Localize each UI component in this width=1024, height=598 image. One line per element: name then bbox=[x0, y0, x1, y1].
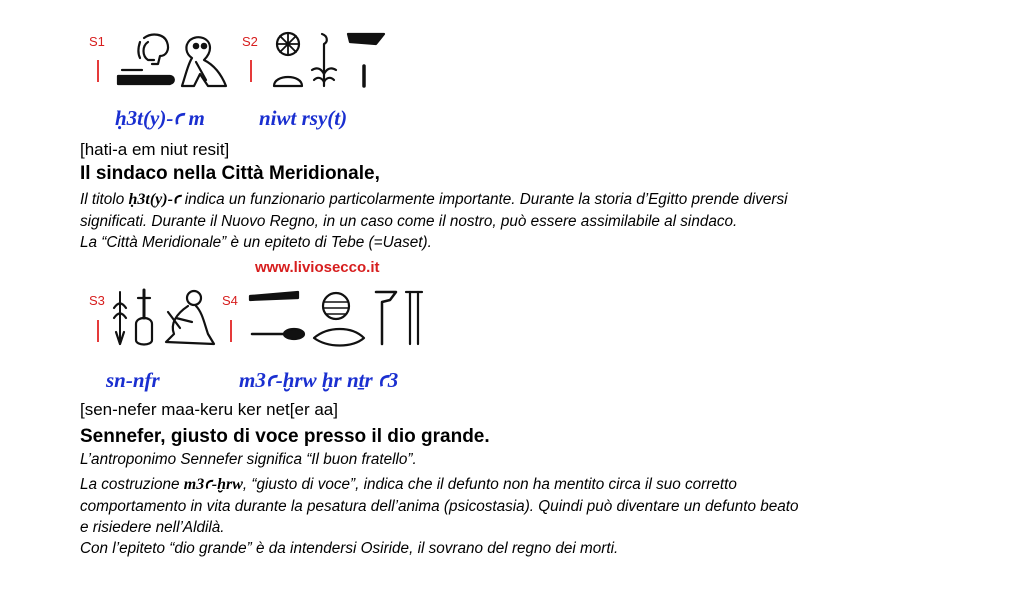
note-2-line-2-post: , “giusto di voce”, indica che il defunto non ha mentito circa il suo corretto bbox=[242, 476, 737, 493]
segment-marker-s4 bbox=[230, 320, 232, 342]
segment-marker-s2 bbox=[250, 60, 252, 82]
note-2-line-5: Con l’epiteto “dio grande” è da intendersi Osiride, il sovrano del regno dei morti. bbox=[80, 540, 619, 557]
pronunciation-1: [hati-a em niut resit] bbox=[80, 140, 230, 159]
segment-marker-s1 bbox=[97, 60, 99, 82]
note-2-term: m3ꜥ-ḫrw bbox=[183, 476, 243, 493]
pronunciation-2: [sen-nefer maa-keru ker net[er aa] bbox=[80, 400, 338, 419]
transliteration-s4: m3ꜥ-ḫrw ḫr nṯr ꜥ3 bbox=[239, 368, 399, 392]
note-1-line-3: La “Città Meridionale” è un epiteto di Tebe (=Uaset). bbox=[80, 234, 432, 251]
hieroglyph-brother-icon bbox=[110, 288, 220, 350]
translation-2: Sennefer, giusto di voce presso il dio grande. bbox=[80, 426, 490, 447]
transliteration-s2: niwt rsy(t) bbox=[259, 106, 348, 130]
hieroglyph-lion-forepart-icon bbox=[112, 30, 237, 90]
note-2-line-4: e risiedere nell’Aldilà. bbox=[80, 519, 225, 536]
note-1-line-2: significati. Durante il Nuovo Regno, in un caso come il nostro, può essere assimilabile al sindaco. bbox=[80, 213, 738, 230]
website-link[interactable]: www.liviosecco.it bbox=[255, 259, 380, 276]
hieroglyph-justified-icon bbox=[246, 288, 426, 350]
segment-marker-s3 bbox=[97, 320, 99, 342]
translation-1: Il sindaco nella Città Meridionale, bbox=[80, 163, 380, 184]
segment-label-s4: S4 bbox=[222, 293, 238, 308]
segment-label-s1: S1 bbox=[89, 34, 105, 49]
note-1-line-1-post: indica un funzionario particolarmente importante. Durante la storia d’Egitto prende diversi bbox=[180, 191, 788, 208]
transliteration-s1: ḥ3t(y)-ꜥ m bbox=[115, 106, 205, 130]
note-1-line-1-pre: Il titolo bbox=[80, 191, 129, 208]
transliteration-s3: sn-nfr bbox=[106, 368, 160, 392]
note-2-line-2-pre: La costruzione bbox=[80, 476, 184, 493]
hieroglyph-city-icon bbox=[266, 30, 391, 90]
note-2-line-2 bbox=[80, 474, 737, 496]
note-2-line-1: L’antroponimo Sennefer significa “Il buon fratello”. bbox=[80, 451, 417, 468]
note-2-line-3: comportamento in vita durante la pesatura dell’anima (psicostasia). Quindi può diventare un defunto beato bbox=[80, 498, 799, 515]
segment-label-s3: S3 bbox=[89, 293, 105, 308]
note-1-term: ḥ3t(y)-ꜥ bbox=[128, 191, 181, 208]
segment-label-s2: S2 bbox=[242, 34, 258, 49]
note-1-line-1 bbox=[80, 189, 788, 211]
